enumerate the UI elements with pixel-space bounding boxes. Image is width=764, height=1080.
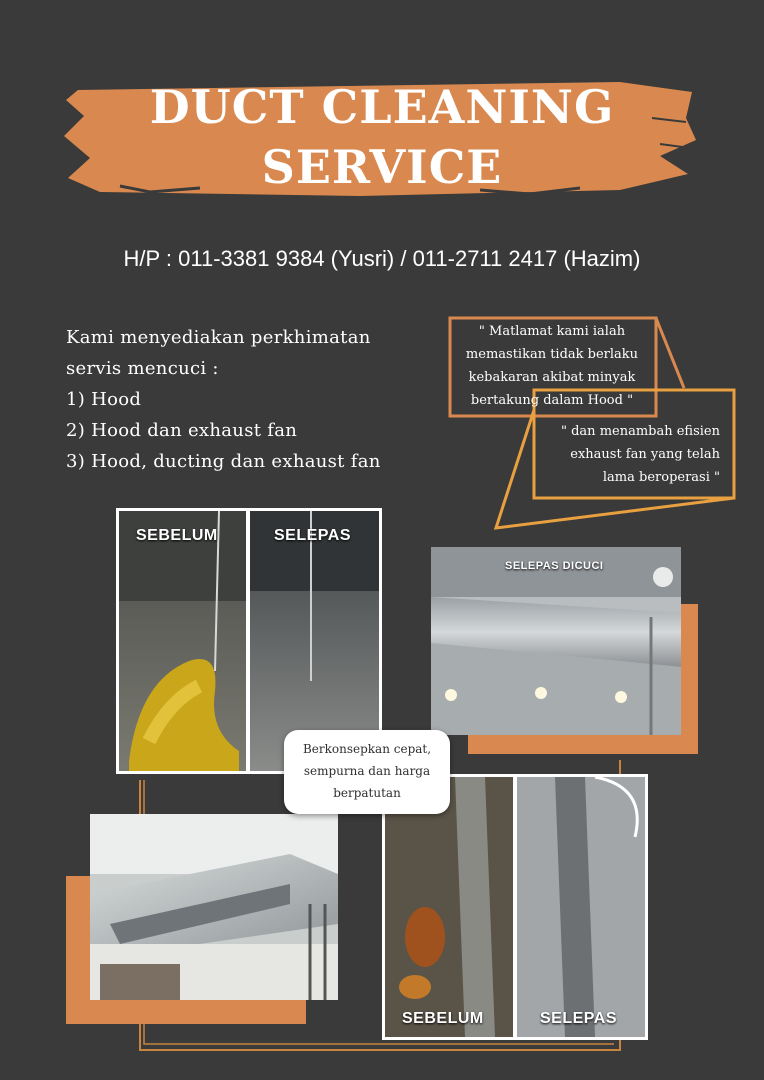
badge-line-3: berpatutan — [333, 786, 401, 800]
service-item-1: 1) Hood — [66, 389, 142, 410]
photo2-label: SELEPAS DICUCI — [505, 560, 604, 572]
quote-box-1 — [456, 320, 648, 412]
photo1-before-label: SEBELUM — [136, 527, 218, 544]
quote1-line-2: memastikan tidak berlaku — [465, 347, 639, 362]
photo4-before-label: SEBELUM — [402, 1010, 484, 1027]
service-item-2: 2) Hood dan exhaust fan — [66, 420, 298, 441]
photo-hood-after — [431, 547, 681, 735]
quote2-line-1: " dan menambah efisien — [561, 424, 720, 439]
title-line-1: DUCT CLEANING — [149, 80, 615, 134]
photo-duct-before-after — [385, 777, 645, 1037]
quote1-line-3: kebakaran akibat minyak — [468, 370, 636, 385]
quote1-line-4: bertakung dalam Hood " — [470, 393, 634, 408]
intro-line-1: Kami menyediakan perkhimatan — [66, 327, 371, 348]
tagline-badge — [284, 730, 450, 814]
badge-line-2: sempurna dan harga — [303, 764, 431, 778]
quote1-line-1: " Matlamat kami ialah — [478, 324, 626, 339]
badge-line-1: Berkonsepkan cepat, — [302, 742, 432, 756]
quote2-line-2: exhaust fan yang telah — [570, 447, 720, 462]
intro-line-2: servis mencuci : — [66, 358, 219, 379]
contact-phone: H/P : 011-3381 9384 (Yusri) / 011-2711 2417 (Hazim) — [123, 246, 641, 271]
service-item-3: 3) Hood, ducting dan exhaust fan — [66, 451, 381, 472]
service-intro — [66, 322, 381, 477]
quote2-line-3: lama beroperasi " — [602, 470, 720, 485]
quote-box-2 — [542, 420, 720, 489]
photo1-after-label: SELEPAS — [274, 527, 351, 544]
photo-hood-installation — [90, 814, 338, 1000]
title-line-2: SERVICE — [261, 140, 503, 194]
photo4-after-label: SELEPAS — [540, 1010, 617, 1027]
